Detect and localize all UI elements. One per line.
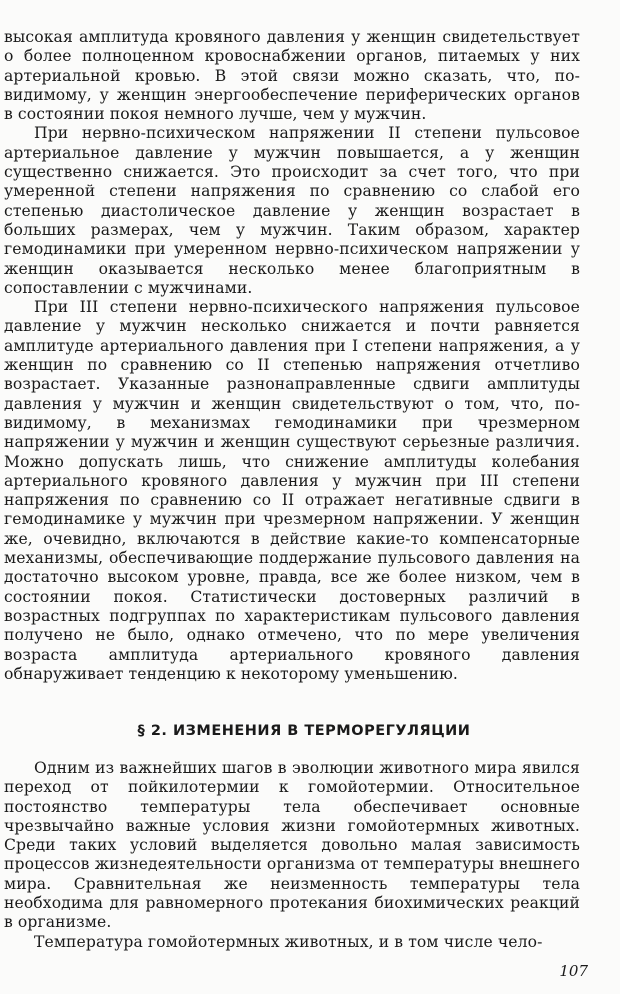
- paragraph-pulse-pressure-stage-2: При нервно-психическом напряжении II степени пульсовое артериальное давление у мужчин повышается, а у женщин существенно снижается. Это происходит за счет того, что при умеренной степени напряжения по сравнению со слабой его степенью диастолическое давление у женщин возрастает в больших размерах, чем у мужчин. Таким образом, характер гемодинамики при умеренном нервно-психическом напряжении у женщин оказывается несколько менее благоприятным в сопоставлении с мужчинами.: [4, 124, 580, 297]
- paragraph-continuation: высокая амплитуда кровяного давления у женщин свидетельствует о более полноценном кровоснабжении органов, питаемых у них артериальной кровью. В этой связи можно сказать, что, по-видимому, у женщин энергообеспечение периферических органов в состоянии покоя немного лучше, чем у мужчин.: [4, 28, 580, 124]
- text-block-bottom: [4, 759, 580, 952]
- paragraph-pulse-pressure-stage-3: При III степени нервно-психического напряжения пульсовое давление у мужчин несколько снижается и почти равняется амплитуде артериального давления при I степени напряжения, а у женщин по сравнению со II степенью напряжения отчетливо возрастает. Указанные разнонаправленные сдвиги амплитуды давления у мужчин и женщин свидетельствуют о том, что, по-видимому, в механизмах гемодинамики при чрезмерном напряжении у мужчин и женщин существуют серьезные различия. Можно допускать лишь, что снижение амплитуды колебания артериального кровяного давления у мужчин при III степени напряжения по сравнению со II отражает негативные сдвиги в гемодинамике у мужчин при чрезмерном напряжении. У женщин же, очевидно, включаются в действие какие-то компенсаторные механизмы, обеспечивающие поддержание пульсового давления на достаточно высоком уровне, правда, все же более низком, чем в состоянии покоя. Статистически достоверных различий в возрастных подгруппах по характеристикам пульсового давления получено не было, однако отмечено, что по мере увеличения возраста амплитуда артериального кровяного давления обнаруживает тенденцию к некоторому уменьшению.: [4, 298, 580, 683]
- text-block-top: [4, 28, 580, 684]
- section-heading: § 2. ИЗМЕНЕНИЯ В ТЕРМОРЕГУЛЯЦИИ: [137, 723, 471, 739]
- paragraph-thermoregulation-intro: Одним из важнейших шагов в эволюции животного мира явился переход от пойкилотермии к гомойотермии. Относительное постоянство температуры тела обеспечивает основные чрезвычайно важные условия жизни гомойотермных животных. Среди таких условий выделяется довольно малая зависимость процессов жизнедеятельности организма от температуры внешнего мира. Сравнительная же неизменность температуры тела необходима для равномерного протекания биохимических реакций в организме.: [4, 759, 580, 932]
- page-number: 107: [559, 962, 588, 980]
- paragraph-thermoregulation-continued: Температура гомойотермных животных, и в том числе чело-: [34, 932, 543, 951]
